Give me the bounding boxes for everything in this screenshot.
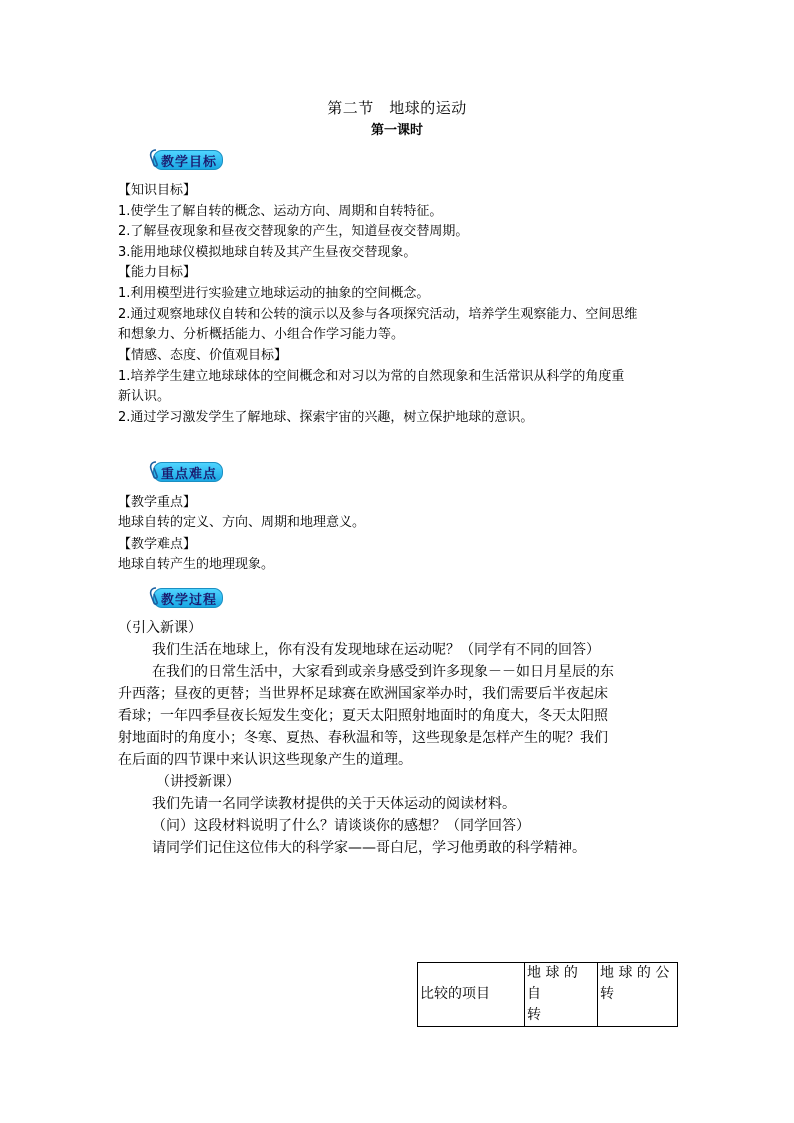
section-header-key-points (147, 460, 222, 482)
process-paragraph-3: 我们先请一名同学读教材提供的关于天体运动的阅读材料。 (152, 796, 516, 812)
emotion-goals-heading: 【情感、态度、价值观目标】 (118, 348, 288, 363)
process-paragraph-2-line2: 升西落；昼夜的更替；当世界杯足球赛在欧洲国家举办时，我们需要后半夜起床 (118, 686, 608, 702)
revolution-label-line2: 转 (600, 986, 614, 1002)
emotion-goal-1-line1: 1.培养学生建立地球球体的空间概念和对习以为常的自然现象和生活常识从科学的角度重 (118, 369, 625, 384)
section-label-objectives: 教学目标 (161, 155, 218, 170)
paperclip-icon (147, 586, 161, 606)
section-header-objectives (147, 148, 222, 170)
knowledge-goal-3: 3.能用地球仪模拟地球自转及其产生昼夜交替现象。 (118, 245, 417, 260)
focus-heading: 【教学重点】 (118, 495, 197, 510)
ability-goal-1: 1.利用模型进行实验建立地球运动的抽象的空间概念。 (118, 286, 430, 301)
revolution-label-line1: 地 球 的 公 (600, 965, 670, 981)
emotion-goal-1-line2: 新认识。 (118, 389, 171, 404)
section-label-key-points: 重点难点 (161, 467, 218, 482)
paperclip-icon (147, 148, 161, 168)
ability-goal-2-line2: 和想象力、分析概括能力、小组合作学习能力等。 (118, 327, 405, 342)
table-cell-revolution (598, 963, 678, 1027)
emotion-goal-2: 2.通过学习激发学生了解地球、探索宇宙的兴趣，树立保护地球的意识。 (118, 410, 534, 425)
rotation-label-line2: 转 (527, 1007, 541, 1023)
focus-text: 地球自转的定义、方向、周期和地理意义。 (118, 515, 366, 530)
knowledge-goals-heading: 【知识目标】 (118, 183, 197, 198)
table-cell-rotation (525, 963, 598, 1027)
knowledge-goal-1: 1.使学生了解自转的概念、运动方向、周期和自转特征。 (118, 204, 443, 219)
ability-goal-2-line1: 2.通过观察地球仪自转和公转的演示以及参与各项探究活动，培养学生观察能力、空间思维 (118, 307, 638, 322)
page-title: 第二节 地球的运动 (327, 99, 467, 117)
table-row (418, 963, 678, 1027)
process-paragraph-5: 请同学们记住这位伟大的科学家——哥白尼，学习他勇敢的科学精神。 (152, 840, 586, 856)
ability-goals-heading: 【能力目标】 (118, 265, 197, 280)
rotation-label-line1: 地 球 的 自 (527, 965, 578, 1002)
process-paragraph-1: 我们生活在地球上，你有没有发现地球在运动呢？（同学有不同的回答） (152, 642, 600, 658)
section-header-process (147, 586, 222, 608)
lecture-heading: （讲授新课） (156, 774, 240, 790)
process-body (118, 617, 678, 859)
process-paragraph-2-line1: 在我们的日常生活中，大家看到或亲身感受到许多现象－－如日月星辰的东 (152, 664, 614, 680)
difficulty-text: 地球自转产生的地理现象。 (118, 557, 275, 572)
difficulty-heading: 【教学难点】 (118, 537, 197, 552)
paperclip-icon (147, 460, 161, 480)
process-paragraph-2-line3: 看球；一年四季昼夜长短发生变化；夏天太阳照射地面时的角度大，冬天太阳照 (118, 708, 608, 724)
process-paragraph-2-line5: 在后面的四节课中来认识这些现象产生的道理。 (118, 752, 412, 768)
table-cell-item: 比较的项目 (418, 963, 525, 1027)
process-paragraph-2-line4: 射地面时的角度小；冬寒、夏热、春秋温和等，这些现象是怎样产生的呢？我们 (118, 730, 608, 746)
section-label-process: 教学过程 (161, 593, 218, 608)
comparison-table (417, 962, 678, 1027)
knowledge-goal-2: 2.了解昼夜现象和昼夜交替现象的产生，知道昼夜交替周期。 (118, 224, 469, 239)
process-paragraph-4: （问）这段材料说明了什么？请谈谈你的感想？（同学回答） (152, 818, 530, 834)
page-subtitle: 第一课时 (370, 123, 423, 138)
intro-heading: （引入新课） (118, 620, 202, 636)
